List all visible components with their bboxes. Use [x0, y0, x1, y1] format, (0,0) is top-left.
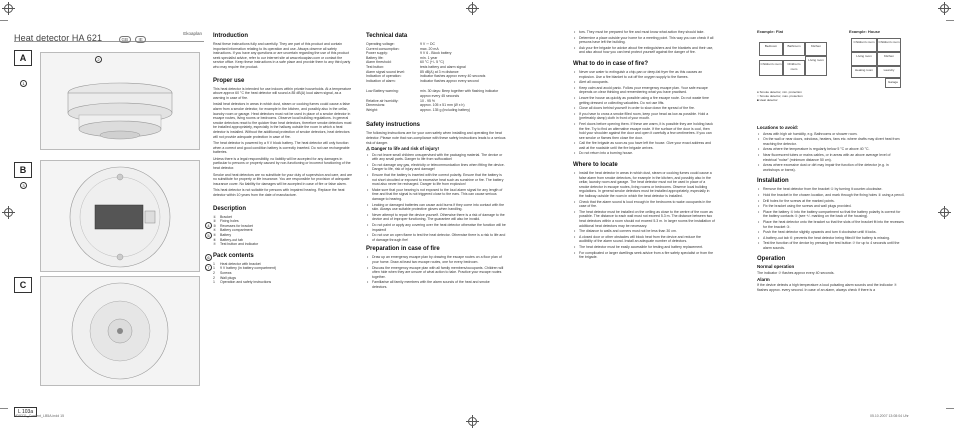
section-heading: Introduction	[213, 33, 248, 39]
section-heading: Operation	[757, 256, 786, 263]
callout-1: 1	[20, 80, 27, 87]
figure-label-c: C	[14, 277, 32, 293]
crop-line	[0, 408, 8, 409]
column-2	[366, 30, 506, 291]
list-item: • The heat detector must be easily accessible for testing and battery replacement.	[573, 245, 715, 250]
spec-label: Battery life:	[366, 55, 384, 60]
preparation-list-continued	[573, 30, 715, 55]
callout-6: 6	[205, 254, 212, 261]
list-item: Screws	[220, 270, 232, 275]
heat-detector-side-illustration	[41, 53, 199, 149]
smoke-detector-min-icon: ●	[757, 90, 760, 94]
list-item: • Ensure that the battery is inserted with the correct polarity. Ensure that the battery is not short circuited or exposed to excessive heat such as sunshine or fire. The battery must also never be recharged. Danger to life from explosion!	[366, 173, 506, 187]
avoid-locations-list	[757, 132, 905, 173]
list-item: Bracket	[220, 214, 232, 219]
list-item: Battery compartment	[220, 228, 253, 233]
header	[14, 28, 204, 42]
paragraph: This heat detector is intended for use indoors within private households. At a temperature above approx 60 °C the heat detector will sound a 85 dB(A) loud alarm signal, as a warning in case of fire.	[213, 86, 352, 100]
legend-entry: Smoke detector, max. protection	[759, 94, 803, 98]
section-heading: Installation	[757, 178, 789, 185]
spec-label: Weight:	[366, 107, 378, 112]
spec-label: Indication of operation:	[366, 74, 402, 79]
paragraph: Unless there is a legal responsibility, no liability will be accepted for any damages in particular to persons or property caused by non-functioning or incorrect functioning of the heat detector.	[213, 156, 351, 171]
list-item: • On the wall or near doors, windows, heaters, fans etc. where drafts may divert heat from reaching the detector.	[757, 137, 905, 146]
list-item: • Never use water to extinguish a chip-pan or deep-fat fryer fire as this causes an explosion. Use a fire blanket to cut off the oxygen supply to the flames.	[573, 70, 715, 79]
list-item: • Leaking or damaged batteries can cause acid burns if they come into contact with the skin. Always use suitable protective gloves when handling.	[366, 203, 506, 212]
registration-mark	[4, 4, 13, 13]
list-item: • Place the battery ⑤ into the battery compartment so that the battery polarity is correct for the battery contacts ④ (see +/- marking on the back of the housing).	[757, 210, 905, 219]
figure-a-photo	[40, 52, 200, 150]
spec-value: approx. 105 x 51 mm (Ø x h)	[420, 103, 465, 108]
list-item: Test button and indicator	[220, 242, 259, 247]
list-item: • Place the heat detector onto the bracket so that the slots of the bracket fit into the recesses for the bracket ③.	[757, 220, 905, 229]
document-id: L 103a	[14, 407, 37, 417]
spec-value: max. 20 mA	[420, 46, 439, 51]
footer-timestamp: 05.10.2007 13:08:04 Uhr	[870, 414, 909, 418]
list-item: • Areas with high air humidity, e.g. Bathrooms or shower room.	[757, 132, 905, 137]
list-item: Battery-out tab	[220, 237, 243, 242]
list-item: • Near fluorescent tubes or mains cables, or in areas with an above average level of electrical "noise" (minimum distance 50 cm).	[757, 153, 905, 162]
crop-line	[946, 408, 954, 409]
list-item: • Hold the bracket in the chosen location, and mark through the fixing holes ② using a pencil.	[757, 193, 905, 198]
list-item: • Push the heat detector slightly upwards and turn it clockwise until it locks.	[757, 230, 905, 235]
list-item: • Do not damage any gas, electricity or telecommunication lines when fitting the device. Danger to life, risk of injury and damage!	[366, 163, 506, 172]
list-item: • The heat detector must be installed on the ceiling as close to the centre of the room as possible. The distance to each wall must not exceed 5.3 m. The distance between two heat detectors within a room should not exceed 5.3 m. In larger rooms the installation of additional heat detectors may be necessary.	[573, 210, 715, 228]
example-flat-label: Example: Flat	[757, 29, 784, 34]
section-heading: Where to locate	[573, 162, 618, 169]
callout-3: 3	[20, 182, 27, 189]
list-item: • Feel doors before opening them. If these are warm, it is possible they are holding back the fire. Try to find an alternative escape route. If the surface of the door is cool, then hold your shoulder against the door and open it carefully a few centimetres. If you can see smoke or flames then close the door.	[573, 122, 715, 140]
spec-label: Power supply:	[366, 51, 388, 56]
location-list	[573, 171, 715, 260]
room-box: Laundry	[877, 66, 901, 78]
list-item: Wall plugs	[220, 275, 237, 280]
registration-mark	[468, 4, 477, 13]
spec-value: 9 V 6 - Block battery	[420, 51, 452, 56]
list-item: • The distance to walls and corners must not be less than 30 cm.	[573, 229, 715, 234]
spec-label: Alarm signal sound level:	[366, 69, 405, 74]
legend	[757, 90, 803, 102]
room-box: Children's room	[759, 60, 783, 76]
registration-mark	[940, 208, 949, 217]
section-subheading: Alarm	[757, 276, 770, 282]
figure-b-photo	[40, 160, 200, 272]
room-box: Heating room	[851, 66, 877, 78]
crop-line	[946, 20, 954, 21]
list-item: • Fix the bracket using the screws and wall plugs provided.	[757, 204, 905, 209]
list-item: • tors. They must be prepared for fire and must know what action they should take.	[573, 30, 715, 35]
preparation-list	[366, 255, 506, 289]
list-item: Fixing holes	[220, 219, 239, 224]
list-item: Heat detector with bracket	[220, 261, 261, 266]
danger-heading-text: Danger to life and risk of injury!	[371, 146, 440, 152]
list-item: • Familiarise all family members with the alarm sounds of the heat and smoke detectors.	[366, 280, 506, 289]
list-item: • Do not use an open flame to test the heat detector. Otherwise there is a risk to life and of damage through fire!	[366, 233, 506, 242]
spec-value: 9 V ⎓ DC	[420, 42, 436, 46]
list-item: • Do not paint or apply any covering over the heat detector otherwise the function will be impaired!	[366, 223, 506, 232]
paragraph: The following instructions are for your own safety when installing and operating the heat detector. Please note that non-compliance with these safety instructions leads to a serious risk of danger.	[366, 131, 506, 145]
list-item: • Ask your fire brigade for advice about fire extinguishers and fire blankets and their use, and also about how you can best protect yourself against the danger of fire.	[573, 46, 715, 55]
list-item: • Draw up an emergency escape plan by drawing the escape routes on a floor plan of your home. Draw at least two escape routes, one for every bedroom.	[366, 255, 506, 264]
room-box: Children's room	[783, 60, 805, 76]
brand-name: Ekoaplan	[183, 31, 202, 36]
spec-value: tests battery and alarm signal	[420, 64, 466, 69]
list-item: • Areas where the temperature is regularly below 5 °C or above 40 °C.	[757, 147, 905, 152]
spec-value: 10 - 95 %	[420, 98, 435, 103]
section-subheading: Locations to avoid:	[757, 125, 799, 130]
figure-label-b: B	[14, 162, 32, 178]
registration-mark	[940, 4, 949, 13]
spec-label: Low Battery warning:	[366, 89, 399, 94]
example-house-label: Example: House	[849, 29, 881, 34]
section-heading: Preparation in case of fire	[366, 246, 440, 253]
list-item: Recesses for bracket	[220, 223, 253, 228]
warning-list	[366, 153, 506, 243]
list-item: • Do not leave small children unsupervised with the packaging material. The device or with any small parts. Danger to life from suffocation!	[366, 153, 506, 162]
section-heading: Proper use	[213, 77, 245, 84]
list-item: • A battery-out tab ⑥ prevents the heat detector being fitted if the battery is missing.	[757, 236, 905, 241]
section-heading: Technical data	[366, 33, 408, 39]
registration-mark	[4, 208, 13, 217]
spec-value: approx. 135 g (including battery)	[420, 107, 471, 112]
column-3	[573, 30, 715, 261]
fire-action-list	[573, 70, 715, 156]
callout-2: 2	[95, 56, 102, 63]
list-item: • Never attempt to repair the device yourself. Otherwise there is a risk of damage to the device and of improper functioning. The guarantee will also be invalid.	[366, 213, 506, 222]
section-subheading: Normal operation	[757, 264, 795, 270]
smoke-detector-max-icon: ○	[757, 94, 760, 98]
room-box: Bathroom	[783, 42, 805, 56]
list-item: • Keep calm and avoid panic. Follow your emergency escape plan. Your safe escape depends on clear thinking and remembering what you have practised.	[573, 86, 715, 95]
list-item: • For complicated or larger dwellings seek advice from a fire safety specialist or from the fire brigade.	[573, 251, 715, 260]
list-item: • Install the heat detector in areas in which dust, steam or cooking fumes could cause a false alarm from smoke detectors, for example in the kitchen, and possibly also in the cellar, laundry room and garage. The heat detector must not be used in place of a smoke detector in escape routes, living rooms or bedrooms. Observe local building regulations. In general smoke detectors must be installed appropriately, especially in the hallway outside the room in which the heat detector is installed.	[573, 171, 715, 199]
section-heading: Safety instructions	[366, 122, 421, 129]
spec-label: Operating voltage:	[366, 42, 395, 46]
paragraph: If the device detects a high temperature a loud pulsating alarm sounds and the indicator ⑦ flashes approx. every second. In case of an alarm, always check if there is a	[757, 283, 897, 292]
floor-plan-examples	[757, 30, 905, 122]
warning-icon: ⚠	[366, 146, 372, 152]
spec-label: Current consumption:	[366, 46, 400, 51]
list-item: Battery	[220, 233, 232, 237]
installation-steps	[757, 187, 905, 250]
list-item: • Call the fire brigade as soon as you have left the house. Give your exact address and wait at the roadside until the fire brigade arrives.	[573, 141, 715, 150]
spec-table	[366, 42, 506, 83]
heat-detector-icon: ■	[757, 98, 760, 102]
heat-detector-back-illustration	[41, 161, 199, 271]
danger-heading	[366, 147, 506, 152]
legend-entry: Heat detector	[759, 98, 778, 102]
paragraph: Read these instructions fully and carefully. They are part of this product and contain important information relating to its operation and use. Always observe all safety instructions. If you have any questions or are uncertain regarding the use of this product seek specialist advice, refer to our internet site at www.ekoaplan.com or contact the service office. Keep these instructions in a safe place and provide them to any third party who may require the product.	[213, 42, 351, 69]
room-box: Garage	[885, 78, 901, 88]
spec-value: min. 1 year	[420, 55, 438, 60]
list-item: • Make sure that your hearing is not exposed to the loud alarm signal for any length of time and that the signal is not triggered close to the ears. This can cause serious damage to hearing.	[366, 188, 506, 202]
room-box: Living room	[851, 52, 877, 66]
paragraph: Install heat detectors in areas in which dust, steam or cooking fumes could cause a false alarm from a smoke detector, for example in the kitchen, and possibly also in the cellar, laundry room or garage. Heat detectors must not be used in place of a smoke detector in escape routes, living rooms or bedrooms. Observe local building regulations. In general smoke detectors react to fire quicker than heat detectors, therefore smoke detectors must be installed appropriately, especially in the hallway outside the room in which a heat detector is installed. Without the additional protection of smoke detectors, heat detectors will not provide adequate protection in case of fire.	[213, 102, 352, 139]
paragraph: The heat detector is powered by a 9 V block battery. The heat detector will only function when a correct and good condition battery is correctly inserted. Do not use rechargeable batteries.	[213, 141, 350, 155]
column-4	[757, 30, 905, 294]
spec-label: Alarm threshold:	[366, 60, 392, 65]
footer-file-name: HD8321_Content_LB5A.indd 15	[14, 414, 65, 418]
spec-label: Indication of alarm:	[366, 78, 396, 83]
spec-label: Test button:	[366, 64, 385, 69]
callout-4: 4	[205, 222, 212, 229]
spec-value: indicator flashes approx every second	[420, 78, 479, 83]
column-1	[213, 30, 353, 285]
room-box: Kitchen	[805, 42, 827, 56]
section-heading: What to do in case of fire?	[573, 60, 649, 67]
spec-label: Relative air humidity:	[366, 98, 399, 103]
paragraph: Smoke and heat detectors are no substitute for your duty of supervision and care, and are no substitute for property or life insurance. You are responsible for provision of adequate insurance cover. No liability for damages will be accepted in case of fire or false alarm.	[213, 172, 353, 186]
spec-value: 85 dB(A) at 3 m distance	[420, 69, 459, 74]
section-heading: Pack contents	[213, 252, 254, 259]
language-badge: GB	[119, 36, 132, 43]
list-item: • Alert all occupants.	[573, 80, 715, 85]
room-box: Living room	[805, 56, 827, 76]
pack-contents-list: 1 Heat detector with bracket 1 9 V battery (in battery compartment) 2 Screws 2 Wall plugs 1 Operation and safety instructions	[213, 262, 353, 285]
spec-value: indicator flashes approx every 40 seconds	[420, 74, 486, 79]
list-item: • Leave the house as quickly as possible using a fire escape route. Do not waste time getting dressed or collecting valuables. Do not use lifts.	[573, 96, 715, 105]
room-box: Children's room	[851, 38, 877, 52]
section-heading: Description	[213, 205, 247, 212]
list-item: • If you have to cross a smoke filled room, keep your head as low as possible. Hold a (preferably damp) cloth in front of your mouth.	[573, 112, 715, 121]
list-item: 9 V battery (in battery compartment)	[220, 266, 277, 271]
list-item: Operation and safety instructions	[220, 280, 272, 285]
heat-detector-front-illustration	[41, 277, 199, 385]
spec-table	[366, 89, 506, 112]
language-badge: IE	[135, 36, 145, 43]
list-item: • Do not return into a burning house.	[573, 151, 715, 156]
spec-value: 60 °C (+/- 5 °C)	[420, 60, 445, 65]
page-title: Heat detector HA 621	[14, 33, 103, 43]
list-item: • Remove the heat detector from the bracket ① by turning it counter-clockwise.	[757, 187, 905, 192]
room-box: Bedroom	[759, 42, 783, 56]
list-item: • Drill holes for the screws at the marked points.	[757, 199, 905, 204]
list-item: • Close all doors behind yourself in order to slow down the spread of the fire.	[573, 106, 715, 111]
list-item: • Test the function of the device by pressing the test button ⑦ for up to 4 seconds until the alarm sounds.	[757, 241, 905, 250]
room-box: Children's room	[877, 38, 901, 52]
figure-label-a: A	[14, 50, 32, 66]
figure-c-photo	[40, 276, 200, 386]
room-box: Kitchen	[877, 52, 901, 66]
callout-5: 5	[205, 232, 212, 239]
registration-mark	[468, 417, 477, 426]
spec-label: Dimensions:	[366, 103, 386, 108]
list-item: • Discuss the emergency escape plan with all family members/occupants. Children will often hide when they are unsure of what action to take. Practice your escape routes together.	[366, 266, 506, 280]
list-item: • Areas where excessive dust or dirt may impair the function of the detector (e.g. in workshops or barns).	[757, 163, 905, 172]
paragraph: This heat detector is not suitable for persons with impaired hearing. Replace the heat detector within 10 years from the date of manufacture.	[213, 188, 345, 198]
list-item: • Check that the alarm sound is loud enough in the bedrooms to wake occupants in the case of fire.	[573, 200, 715, 209]
description-list: ① Bracket ② Fixing holes ③ Recesses for bracket ④ Battery compartment ⑤ Battery ⑥ Battery-out tab ⑦ Test button and indicator	[213, 215, 353, 247]
list-item: • A closed door or other obstacles will block heat from the device and reduce the audibility of the alarm sound. Install an adequate number of detectors.	[573, 235, 715, 244]
paragraph: The indicator ⑦ flashes approx every 40 seconds.	[757, 271, 835, 276]
legend-entry: Smoke detector, min. protection	[759, 90, 802, 94]
callout-7: 7	[205, 264, 212, 271]
crop-line	[0, 20, 8, 21]
list-item: • Determine a place outside your home for a meeting point. This way you can check if all persons have left the building.	[573, 36, 715, 45]
spec-value: min. 30 days: Beep together with flashing indicator approx every 45 seconds	[420, 89, 499, 98]
